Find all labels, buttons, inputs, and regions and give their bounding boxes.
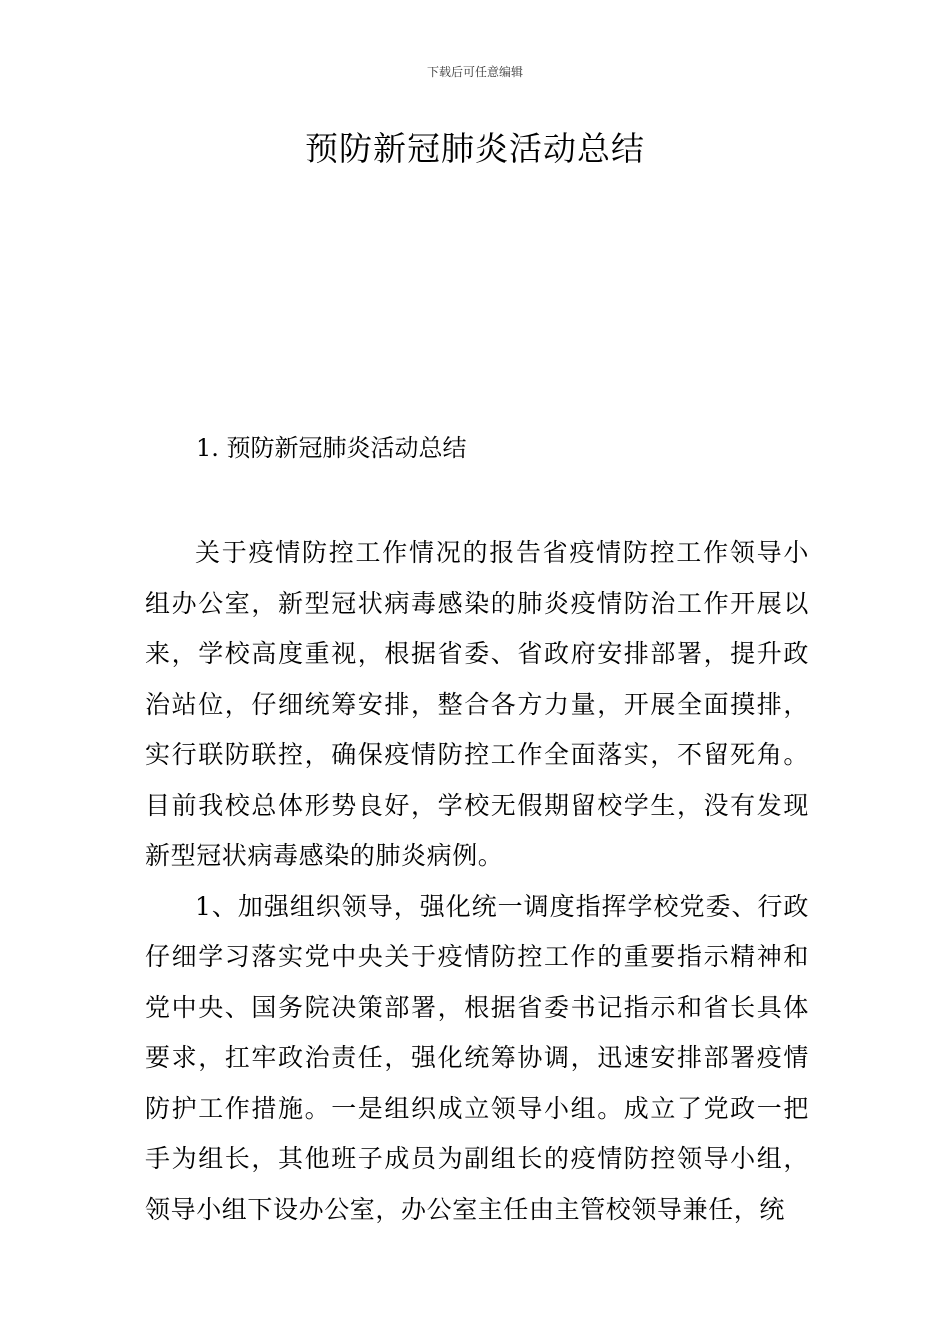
header-note: 下载后可任意编辑 (426, 65, 523, 79)
document-title: 预防新冠肺炎活动总结 (305, 129, 645, 168)
section-heading: 1. 预防新冠肺炎活动总结 (196, 434, 467, 462)
paragraph: 1、加强组织领导，强化统一调度指挥学校党委、行政仔细学习落实党中央关于疫情防控工作的重要指示精神和党中央、国务院决策部署，根据省委书记指示和省长具体要求，扛牢政治责任，强化统筹协调，迅速安排部署疫情防护工作措施。一是组织成立领导小组。成立了党政一把手为组长，其他班子成员为副组长的疫情防控领导小组，领导小组下设办公室，办公室主任由主管校领导兼任，统 (145, 891, 809, 1224)
paragraph: 关于疫情防控工作情况的报告省疫情防控工作领导小组办公室，新型冠状病毒感染的肺炎疫情防治工作开展以来，学校高度重视，根据省委、省政府安排部署，提升政治站位，仔细统筹安排，整合各方力量，开展全面摸排，实行联防联控，确保疫情防控工作全面落实，不留死角。目前我校总体形势良好，学校无假期留校学生，没有发现新型冠状病毒感染的肺炎病例。 (145, 538, 809, 870)
body-text (145, 528, 809, 1235)
